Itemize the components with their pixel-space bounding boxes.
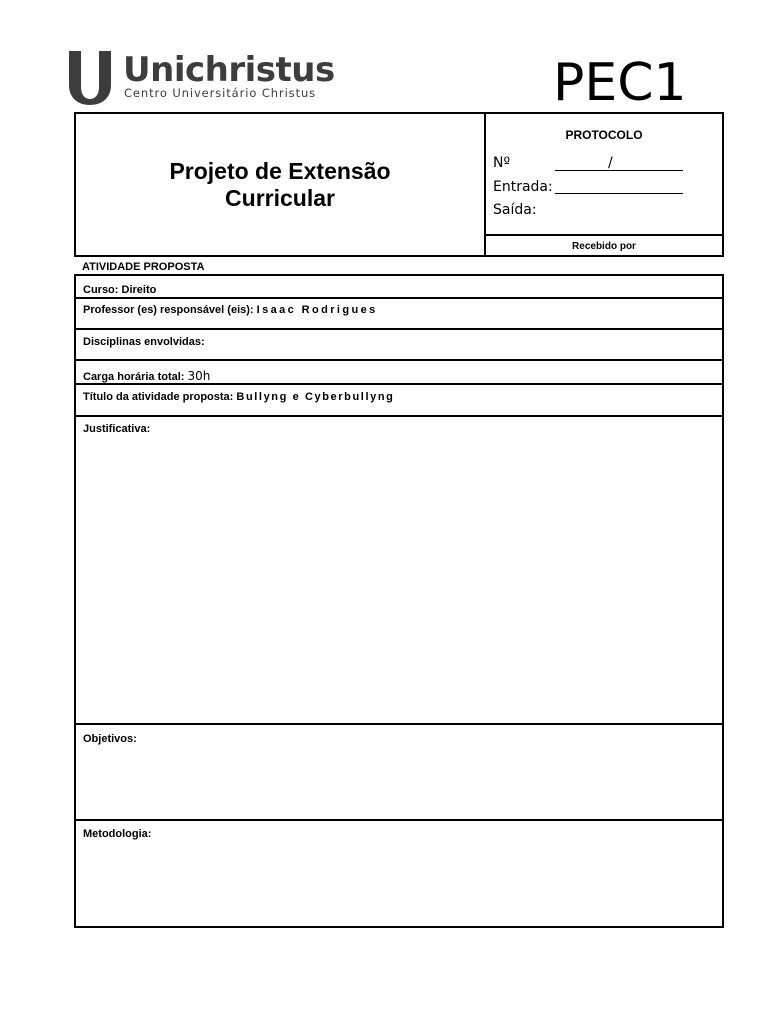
section-title: ATIVIDADE PROPOSTA — [82, 261, 205, 273]
course-field — [83, 283, 156, 297]
disciplines-field — [83, 335, 205, 349]
workload-field — [83, 369, 210, 384]
document-title-line2: Curricular — [225, 185, 335, 211]
logo-subtitle: Centro Universitário Christus — [124, 86, 317, 100]
row-divider — [74, 359, 724, 361]
objectives-label: Objetivos: — [83, 733, 137, 745]
workload-label: Carga horária total: — [83, 371, 185, 383]
unichristus-logo-icon — [67, 51, 113, 105]
methodology-label: Metodologia: — [83, 828, 152, 840]
row-divider — [74, 819, 724, 821]
justification-label: Justificativa: — [83, 423, 151, 435]
course-label: Curso: — [83, 284, 119, 296]
professor-label: Professor (es) responsável (eis): — [83, 304, 254, 316]
document-title-line1: Projeto de Extensão — [169, 158, 391, 184]
logo-wordmark: Unichristus — [123, 50, 335, 90]
protocol-entry-line — [555, 193, 683, 194]
row-divider — [74, 723, 724, 725]
row-divider — [74, 415, 724, 417]
activity-title-field — [83, 390, 394, 404]
received-by-label: Recebido por — [572, 241, 636, 252]
workload-value: 30h — [187, 369, 211, 383]
row-divider — [74, 328, 724, 330]
activity-title-label: Título da atividade proposta: — [83, 391, 234, 403]
professor-field — [83, 303, 378, 317]
document-title — [76, 158, 484, 212]
protocol-title: PROTOCOLO — [565, 128, 643, 142]
professor-value: Isaac Rodrigues — [256, 304, 378, 316]
protocol-number-label: Nº — [493, 155, 511, 171]
row-divider — [74, 297, 724, 299]
protocol-exit-label: Saída: — [493, 202, 537, 218]
protocol-number-line — [555, 170, 683, 171]
protocol-divider — [484, 234, 722, 236]
protocol-entry-label: Entrada: — [493, 179, 553, 195]
form-code: PEC1 — [553, 53, 687, 113]
course-value: Direito — [121, 284, 157, 296]
disciplines-label: Disciplinas envolvidas: — [83, 336, 205, 348]
protocol-number-separator: / — [608, 155, 613, 171]
activity-title-value: Bullyng e Cyberbullyng — [236, 391, 395, 403]
